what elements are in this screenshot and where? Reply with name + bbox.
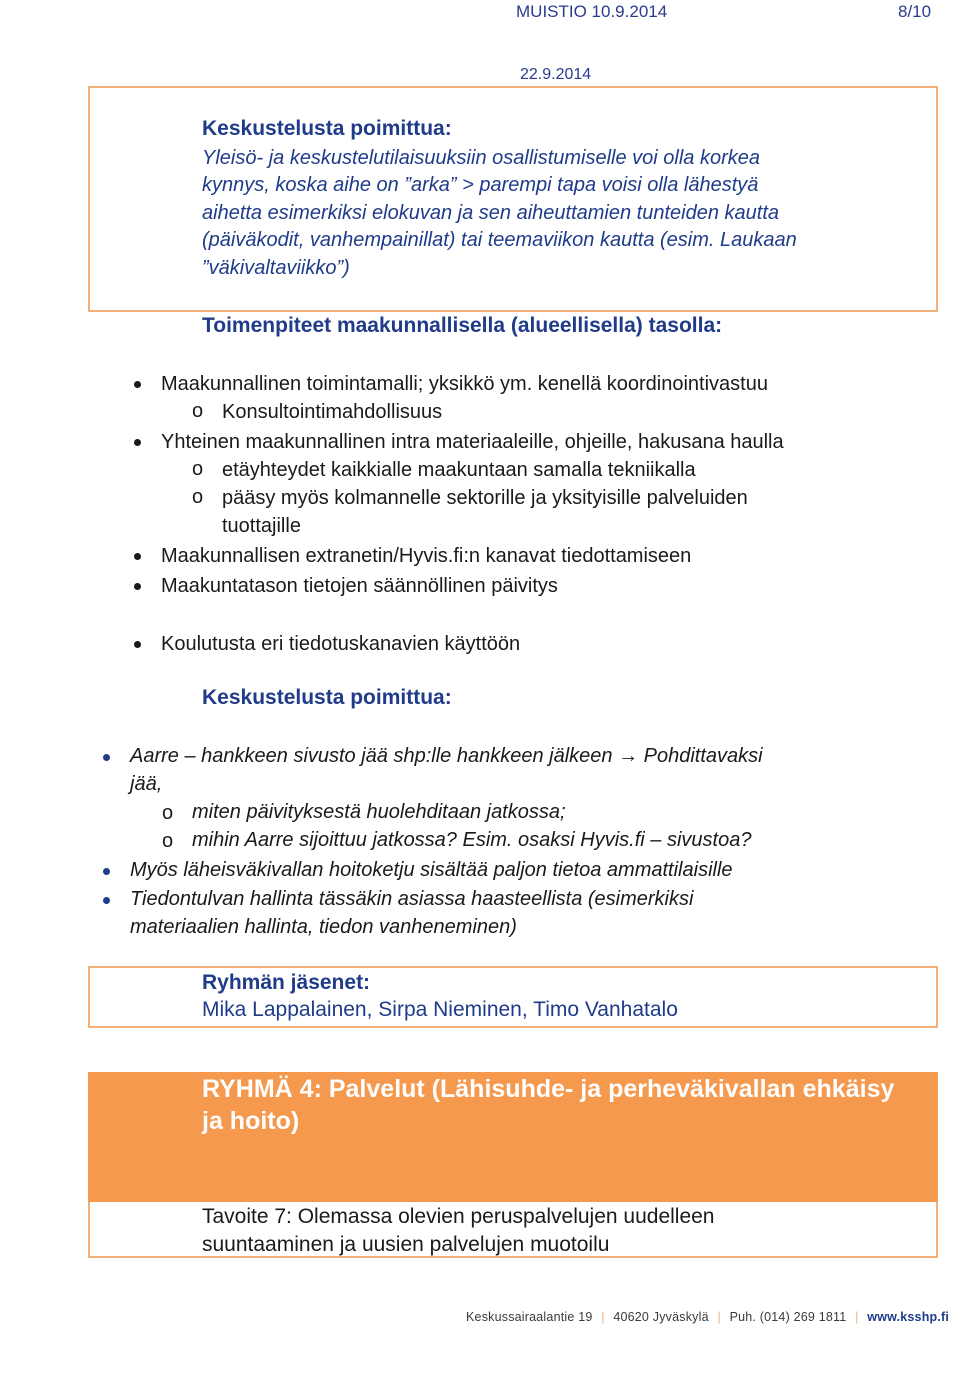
memo-title: MUISTIO 10.9.2014 (516, 2, 668, 21)
sub-list-item: Konsultointimahdollisuus (222, 401, 443, 423)
discussion-line: aihetta esimerkiksi elokuvan ja sen aiheuttamien tunteiden kautta (202, 202, 780, 224)
footer (466, 1310, 949, 1324)
sub-list-item-cont: tuottajille (222, 515, 301, 537)
footer-website[interactable]: www.ksshp.fi (867, 1310, 950, 1324)
goal-line: Tavoite 7: Olemassa olevien peruspalvelujen uudelleen (202, 1205, 715, 1228)
bullet-dot (134, 381, 141, 388)
sub-bullet-marker: o (192, 400, 204, 422)
list-item-cont: jää, (130, 773, 163, 795)
list-item: Tiedontulvan hallinta tässäkin asiassa haasteellista (esimerkiksi (130, 888, 694, 910)
list-item-cont: materiaalien hallinta, tiedon vanheneminen) (130, 916, 517, 938)
discussion-line: ”väkivaltaviikko”) (202, 257, 350, 279)
discussion-heading: Keskustelusta poimittua: (202, 117, 452, 140)
footer-address: Keskussairaalantie 19 (466, 1310, 593, 1324)
discussion2-heading: Keskustelusta poimittua: (202, 686, 452, 709)
sub-bullet-marker: o (162, 802, 174, 824)
sub-bullet-marker: o (162, 830, 174, 852)
members-names: Mika Lappalainen, Sirpa Nieminen, Timo Vanhatalo (202, 998, 678, 1021)
footer-phone: Puh. (014) 269 1811 (729, 1310, 847, 1324)
bullet-dot (134, 583, 141, 590)
bullet-dot (134, 439, 141, 446)
list-item: Maakuntatason tietojen säännöllinen päivitys (161, 575, 558, 597)
bullet-dot (134, 553, 141, 560)
bullet-dot (103, 868, 110, 875)
list-item: Myös läheisväkivallan hoitoketju sisältää paljon tietoa ammattilaisille (130, 859, 733, 881)
footer-separator: | (855, 1310, 859, 1324)
footer-postal: 40620 Jyväskylä (613, 1310, 709, 1324)
sub-list-item: pääsy myös kolmannelle sektorille ja yksityisille palveluiden (222, 487, 748, 509)
bullet-dot (103, 897, 110, 904)
footer-separator: | (717, 1310, 721, 1324)
discussion-line: (päiväkodit, vanhempainillat) tai teemaviikon kautta (esim. Laukaan (202, 229, 797, 251)
sub-list-item: miten päivityksestä huolehditaan jatkossa; (192, 801, 566, 823)
goal-line: suuntaaminen ja uusien palvelujen muotoilu (202, 1233, 610, 1256)
bullet-dot (103, 754, 110, 761)
list-item: Maakunnallisen extranetin/Hyvis.fi:n kanavat tiedottamiseen (161, 545, 692, 567)
bullet-dot (134, 641, 141, 648)
discussion-line: Yleisö- ja keskustelutilaisuuksiin osallistumiselle voi olla korkea (202, 147, 761, 169)
discussion-line: kynnys, koska aihe on ”arka” > parempi tapa voisi olla lähestyä (202, 174, 759, 196)
sub-bullet-marker: o (192, 486, 204, 508)
page-number: 8/10 (898, 2, 932, 21)
list-item: Aarre – hankkeen sivusto jää shp:lle hankkeen jälkeen → Pohdittavaksi (130, 745, 763, 767)
sub-list-item: etäyhteydet kaikkialle maakuntaan samalla tekniikalla (222, 459, 696, 481)
measures-heading: Toimenpiteet maakunnallisella (alueellisella) tasolla: (202, 314, 723, 337)
footer-separator: | (601, 1310, 605, 1324)
memo-date: 22.9.2014 (520, 66, 592, 83)
members-heading: Ryhmän jäsenet: (202, 971, 371, 994)
group4-title: RYHMÄ 4: Palvelut (Lähisuhde- ja perheväkivallan ehkäisy ja hoito) (202, 1075, 895, 1135)
list-item: Yhteinen maakunnallinen intra materiaaleille, ohjeille, hakusana haulla (161, 431, 784, 453)
list-item: Koulutusta eri tiedotuskanavien käyttöön (161, 633, 521, 655)
sub-list-item: mihin Aarre sijoittuu jatkossa? Esim. osaksi Hyvis.fi – sivustoa? (192, 829, 752, 851)
list-item: Maakunnallinen toimintamalli; yksikkö ym. kenellä koordinointivastuu (161, 373, 768, 395)
sub-bullet-marker: o (192, 458, 204, 480)
